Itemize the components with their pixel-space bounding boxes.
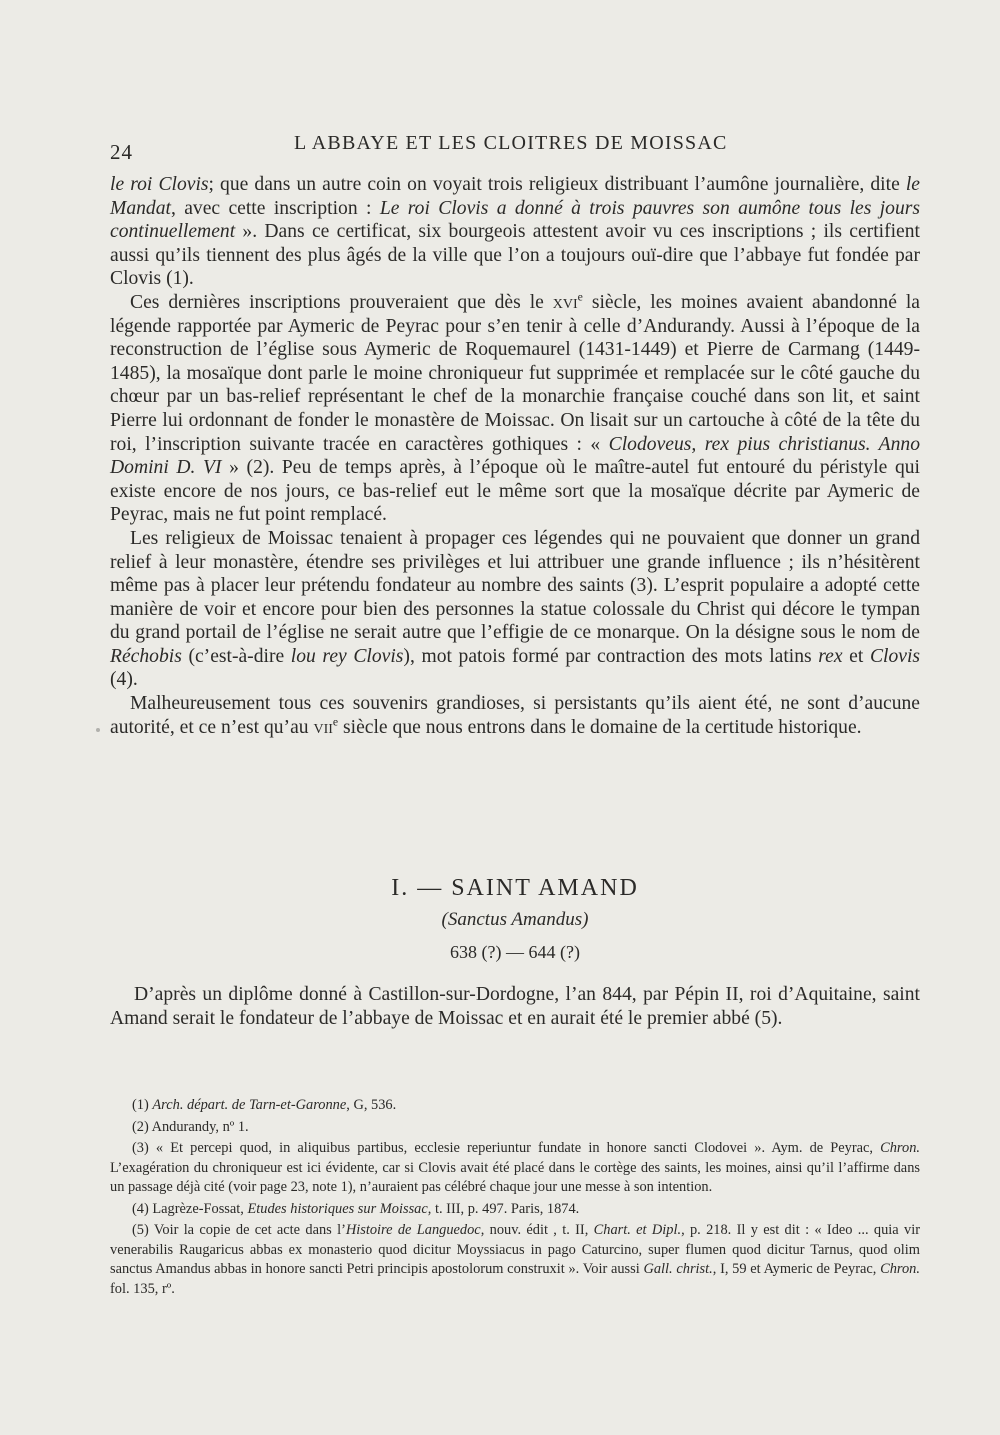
paragraph-3 — [110, 527, 920, 692]
text-run: » (2). Peu de temps après, à l’époque où le maître-autel fut entouré du péristyle qui existe encore de nos jours, ce bas-relief eut le même sort que la mosaïque décrite par Aymeric de Peyrac, mais ne fut point remplacé. — [110, 457, 920, 526]
section-dates: 638 (?) — 644 (?) — [450, 942, 580, 962]
main-text — [110, 173, 920, 739]
italic-text: le Mandat — [110, 174, 920, 219]
text-run: siècle, les moines avaient abandonné la légende rapportée par Aymeric de Peyrac pour s’en tenir à celle d’Andurandy. Aussi à l’époque de la reconstruction de l’église sous Aymeric de Roquemaurel (1431-1449) et Pierre de Carmang (1449-1485), la mosaïque dont parle le moine chroniqueur fut supprimée et remplacée sur le côté gauche du chœur par un bas-relief représentant le chef de la monarchie française couché dans son lit, et saint Pierre lui ordonnant de fonder le monastère de Moissac. On lisait sur un cartouche à côté de la tête du roi, l’inscription suivante tracée en caractères gothiques : « — [110, 291, 920, 455]
text-run: et — [842, 645, 870, 667]
century-numeral: xvi — [552, 291, 578, 313]
footnote-4 — [110, 1200, 920, 1220]
italic-text: Gall. christ. — [643, 1261, 713, 1277]
footnote-1 — [110, 1096, 920, 1116]
italic-text: Chron. — [880, 1140, 920, 1156]
footnote-2: (2) Andurandy, nº 1. — [132, 1118, 249, 1135]
footnote-5 — [110, 1221, 920, 1299]
italic-text: Histoire de Languedoc — [345, 1222, 481, 1238]
text-run: , G, 536. — [346, 1097, 397, 1113]
text-run: , avec cette inscription : — [170, 197, 380, 219]
running-title: L ABBAYE ET LES CLOITRES DE MOISSAC — [294, 132, 728, 154]
text-run: Les religieux de Moissac tenaient à propager ces légendes qui ne pouvaient que donner un grand relief à leur monastère, étendre ses privilèges et lui attribuer une grande influence ; ils n’hésitèrent même pas à placer leur prétendu fondateur au nombre des saints (3). L’esprit populaire a adopté cette manière de voir et encore pour bien des personnes la statue colossale du Christ qui décore le tympan du grand portail de l’église ne serait autre que l’effigie de ce monarque. On la désigne sous le nom de — [110, 527, 920, 644]
section-title: I. — SAINT AMAND — [391, 875, 639, 901]
section-text — [110, 983, 920, 1031]
text-run: Ces dernières inscriptions prouveraient que dès le — [130, 291, 553, 313]
text-run: ; que dans un autre coin on voyait trois religieux distribuant l’aumône journalière, dite — [208, 174, 906, 195]
century-numeral: vii — [313, 716, 333, 738]
text-run: L’exagération du chroniqueur est ici évidente, car si Clovis avait été placé dans le cortège des saints, les moines, ainsi qu’il l’affirme dans un passage déjà cité (voir page 23, note 1), n’auraient pas célébré chaque jour une messe à son intention. — [110, 1159, 920, 1195]
section-paragraph: D’après un diplôme donné à Castillon-sur-Dordogne, l’an 844, par Pépin II, roi d’Aquitaine, saint Amand serait le fondateur de l’abbaye de Moissac et en aurait été le premier abbé (5). — [110, 984, 920, 1029]
italic-text: rex — [818, 645, 843, 667]
superscript: e — [577, 290, 583, 304]
text-run: (3) « Et percepi quod, in aliquibus partibus, ecclesie reperiuntur fundate in honore sancti Clodovei ». Aym. de Peyrac, — [132, 1140, 881, 1156]
italic-text: Chart. et Dipl. — [593, 1222, 682, 1238]
footnotes — [110, 1096, 920, 1299]
text-run: , I, 59 et Aymeric de Peyrac, — [712, 1261, 881, 1277]
italic-text: Etudes historiques sur Moissac — [247, 1200, 428, 1217]
text-run: fol. 135, rº. — [110, 1280, 175, 1297]
text-run: siècle que nous entrons dans le domaine de la certitude historique. — [338, 716, 862, 738]
text-run: Malheureusement tous ces souvenirs grandioses, si persistants qu’ils aient été, ne sont d’aucune autorité, et ce n’est qu’au — [110, 693, 920, 738]
text-run: (4) Lagrèze-Fossat, — [132, 1200, 248, 1217]
footnote-number: (1) — [132, 1097, 153, 1113]
italic-text: le roi Clovis — [110, 174, 209, 195]
text-run: (4). — [110, 669, 138, 691]
page-number: 24 — [110, 140, 133, 164]
margin-speck — [96, 728, 100, 732]
text-run: , p. 218. Il y est dit : « Ideo ... quia vir venerabilis Raugaricus abbas ex monasterio quod dicitur Moyssiacus in pago Caturcino, super flumen quod dicitur Tarnus, quod olim sanctus Amandus abbas in honore sancti Petri principis apostolorum construxit ». Voir aussi — [110, 1222, 921, 1277]
footnote-3 — [110, 1139, 920, 1198]
text-run: ». Dans ce certificat, six bourgeois attestent avoir vu ces inscriptions ; ils certifient aussi qu’ils tiennent des plus âgés de la ville que l’on a toujours ouï-dire que l’abbaye fut fondée par Clovis (1). — [110, 221, 920, 290]
text-run: ), mot patois formé par contraction des mots latins — [403, 645, 819, 667]
italic-text: Clodoveus, rex pius christianus. Anno Domini D. VI — [110, 433, 920, 479]
text-run: (5) Voir la copie de cet acte dans l’ — [132, 1222, 346, 1238]
paragraph-1 — [110, 173, 920, 291]
text-run: (c’est-à-dire — [181, 645, 291, 667]
italic-text: Clovis — [869, 645, 921, 667]
superscript: e — [332, 715, 339, 729]
section-subtitle: (Sanctus Amandus) — [441, 909, 589, 930]
italic-text: Arch. départ. de Tarn-et-Garonne — [152, 1097, 347, 1113]
italic-text: Chron. — [880, 1261, 920, 1277]
paragraph-2 — [110, 291, 920, 527]
italic-text: lou rey Clovis — [290, 645, 404, 667]
text-run: , nouv. édit , t. II, — [480, 1222, 594, 1238]
italic-text: Le roi Clovis a donné à trois pauvres son aumône tous les jours continuellement — [110, 197, 920, 243]
text-run: , t. III, p. 497. Paris, 1874. — [427, 1200, 580, 1217]
paragraph-4 — [110, 692, 920, 739]
running-header — [108, 130, 920, 164]
italic-text: Réchobis — [110, 645, 182, 667]
section-heading — [110, 872, 920, 966]
